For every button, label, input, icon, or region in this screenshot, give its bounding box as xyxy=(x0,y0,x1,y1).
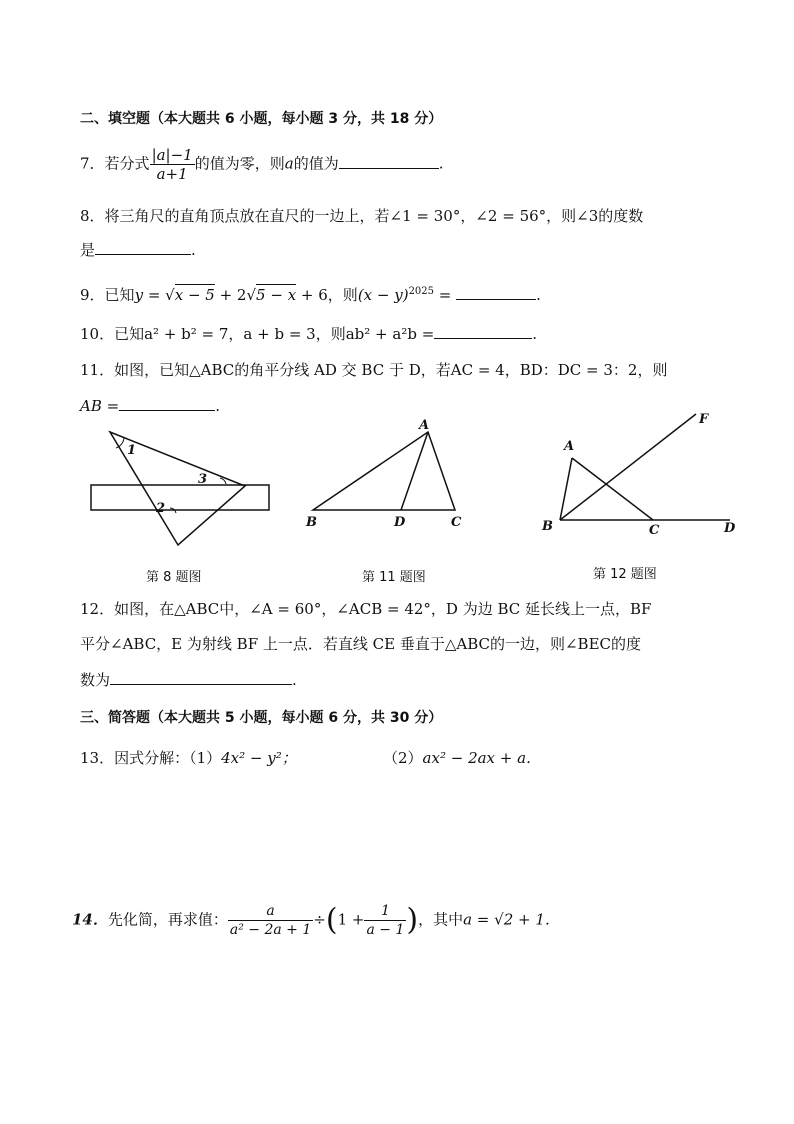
bisector-ad xyxy=(401,432,428,510)
label-a: A xyxy=(419,418,430,433)
answer-blank[interactable] xyxy=(110,670,292,685)
label-1: 1 xyxy=(127,443,137,458)
figure-8 xyxy=(80,420,280,560)
q13-pre: 因式分解：（1） xyxy=(114,749,222,767)
q10-end: . xyxy=(532,325,538,343)
question-number: 14． xyxy=(72,910,108,929)
question-number: 9． xyxy=(80,286,105,304)
q14-cond: a = √2 + 1． xyxy=(463,910,560,929)
label-f: F xyxy=(699,412,709,427)
q8-line2-pre: 是 xyxy=(80,241,96,259)
figure-11 xyxy=(298,412,478,536)
question-7 xyxy=(80,146,444,183)
figure-8-caption: 第 8 题图 xyxy=(146,570,202,585)
label-b: B xyxy=(542,519,553,534)
question-number: 13． xyxy=(80,749,115,767)
label-2: 2 xyxy=(156,501,166,516)
answer-blank[interactable] xyxy=(95,240,191,255)
figure-12 xyxy=(540,404,740,540)
answer-blank[interactable] xyxy=(339,154,439,169)
q12-end: . xyxy=(292,671,297,689)
q14-inner-num: 1 xyxy=(364,902,406,921)
q12-line1: 如图，在△ABC中，∠A = 60°，∠ACB = 42°，D 为边 BC 延长线上一点，BF xyxy=(114,600,652,618)
q14-frac-den: a² − 2a + 1 xyxy=(229,922,312,938)
q9-eq2: = xyxy=(434,286,457,304)
q9-eq: = xyxy=(143,286,166,304)
q7-pre: 若分式 xyxy=(104,154,150,173)
question-8-line2 xyxy=(80,240,196,260)
left-paren: ( xyxy=(325,902,338,938)
question-11-line2 xyxy=(80,396,220,416)
q7-var: a xyxy=(284,154,294,173)
q8-text: 将三角尺的直角顶点放在直尺的一边上，若∠1 = 30°，∠2 = 56°，则∠3的度数 xyxy=(104,207,644,225)
q9-tail: + 6，则 xyxy=(296,286,358,304)
section-3-title: 三、简答题（本大题共 5 小题，每小题 6 分，共 30 分） xyxy=(80,710,443,726)
answer-blank[interactable] xyxy=(456,285,536,300)
angle-3-arc xyxy=(220,478,226,484)
triangle-abc xyxy=(313,432,455,510)
question-12-line3 xyxy=(80,670,297,690)
q14-inner-pre: 1 + xyxy=(337,910,365,929)
q9-y: y xyxy=(134,286,144,304)
q14-fraction xyxy=(228,902,313,939)
q7-frac-num: |a|−1 xyxy=(151,146,193,164)
question-number: 12． xyxy=(80,600,115,618)
section-2-title: 二、填空题（本大题共 6 小题，每小题 3 分，共 18 分） xyxy=(80,111,443,127)
question-number: 8． xyxy=(80,207,105,225)
question-number: 7． xyxy=(80,154,105,173)
q14-div: ÷ xyxy=(313,910,326,929)
label-d: D xyxy=(394,515,406,530)
q10-text: 已知a² + b² = 7，a + b = 3，则ab² + a²b = xyxy=(114,325,435,343)
q14-inner-fraction xyxy=(364,902,406,939)
q11-text: 如图，已知△ABC的角平分线 AD 交 BC 于 D，若AC = 4，BD：DC = 3：2，则 xyxy=(114,361,668,379)
question-12 xyxy=(80,599,651,619)
q7-post2: 的值为 xyxy=(293,154,339,173)
question-13 xyxy=(80,748,297,768)
q9-end: . xyxy=(536,286,541,304)
question-13-part2 xyxy=(383,748,541,768)
q14-pre: 先化简，再求值： xyxy=(107,910,228,929)
question-10 xyxy=(80,324,537,344)
label-b: B xyxy=(306,515,317,530)
label-a: A xyxy=(564,439,575,454)
q9-root1: x − 5 xyxy=(174,286,215,304)
question-number: 10． xyxy=(80,325,115,343)
answer-blank[interactable] xyxy=(434,324,532,339)
q11-end: . xyxy=(215,397,220,415)
q9-plus2: + 2 xyxy=(214,286,247,304)
question-12-line2: 平分∠ABC，E 为射线 BF 上一点．若直线 CE 垂直于△ABC的一边，则∠BEC的度 xyxy=(80,635,641,653)
label-d: D xyxy=(724,521,736,536)
question-8 xyxy=(80,206,643,226)
label-c: C xyxy=(649,523,660,538)
q7-frac-den: a+1 xyxy=(156,165,188,183)
q8-end: . xyxy=(191,241,196,259)
q9-exponent: 2025 xyxy=(408,286,435,297)
q9-pre: 已知 xyxy=(104,286,135,304)
q14-inner-den: a − 1 xyxy=(366,922,405,938)
question-11 xyxy=(80,360,667,380)
question-9: 9．已知y = √x − 5 + 2√5 − x + 6，则$(x - y)^{2025}$ = . xyxy=(80,286,541,304)
q13-part1: 4x² − y²； xyxy=(221,749,297,767)
question-number: 11． xyxy=(80,361,115,379)
side-ac xyxy=(572,458,653,520)
label-c: C xyxy=(451,515,462,530)
ray-bf xyxy=(560,414,696,520)
q14-post: ，其中 xyxy=(418,910,464,929)
q9-root2: 5 − x xyxy=(256,286,297,304)
answer-blank[interactable] xyxy=(119,396,215,411)
q7-end: . xyxy=(438,154,444,173)
label-3: 3 xyxy=(198,472,208,487)
q11-line2-pre: AB = xyxy=(80,397,120,415)
q9-paren: (x − y) xyxy=(357,286,409,304)
right-paren: ) xyxy=(406,902,419,938)
q13-part2: ax² − 2ax + a． xyxy=(422,749,542,767)
q7-fraction xyxy=(150,146,195,183)
figure-12-caption: 第 12 题图 xyxy=(593,567,657,582)
q14-frac-num: a xyxy=(228,902,313,921)
question-14 xyxy=(72,902,560,939)
figure-11-caption: 第 11 题图 xyxy=(362,570,426,585)
q12-line3-pre: 数为 xyxy=(80,671,111,689)
q7-post: 的值为零，则 xyxy=(194,154,285,173)
side-ba xyxy=(560,458,572,520)
q13-part2-pre: （2） xyxy=(383,749,423,767)
